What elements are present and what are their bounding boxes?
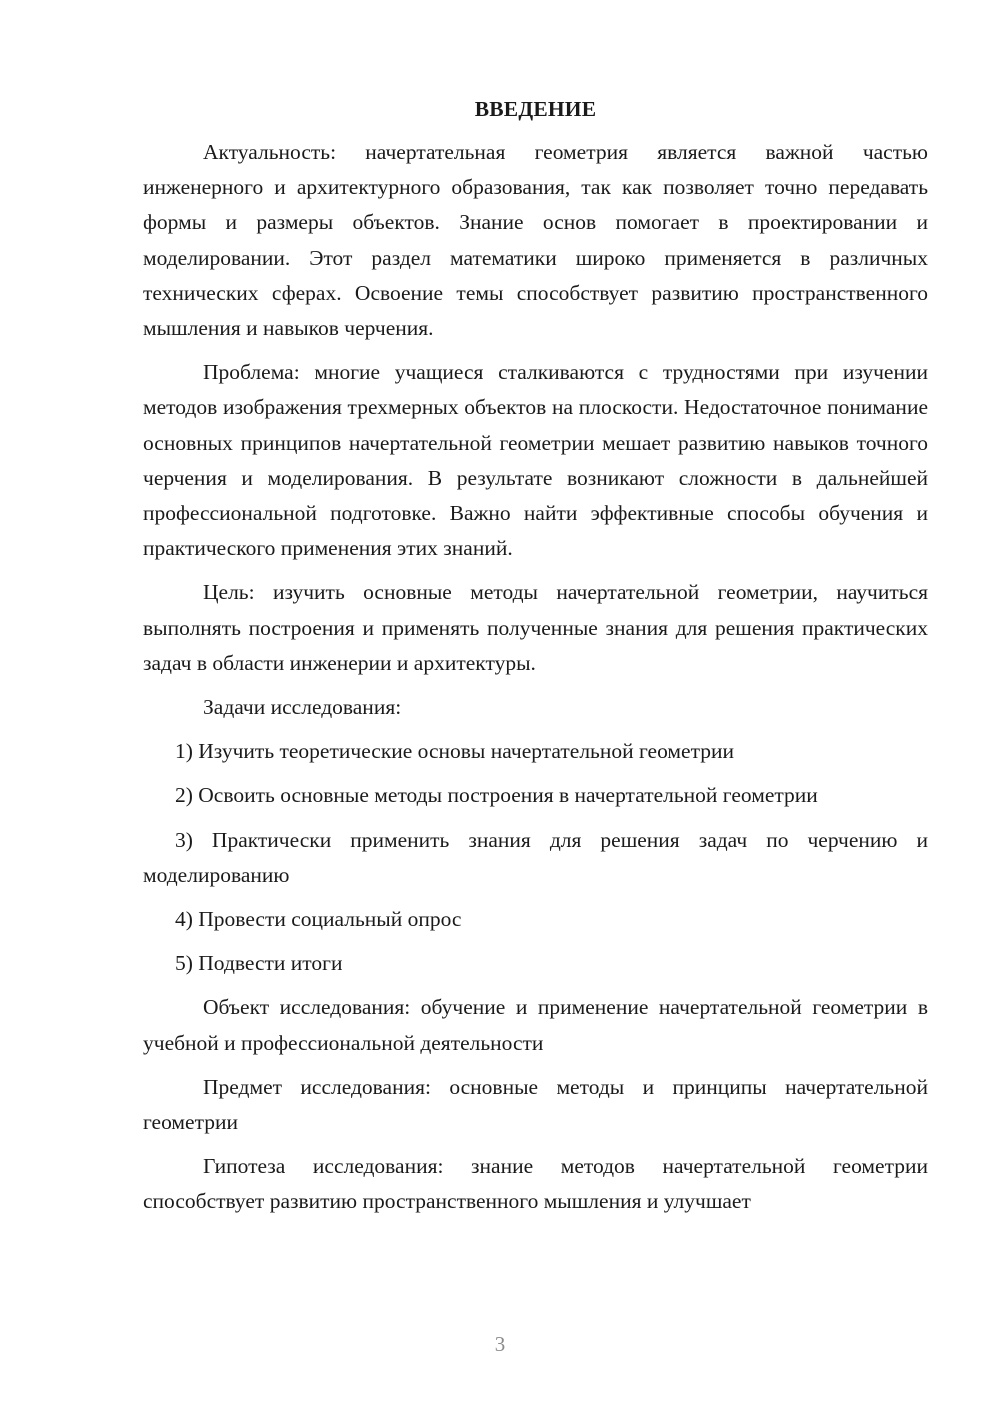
task-item-1: 1) Изучить теоретические основы начертательной геометрии (175, 739, 734, 764)
task-item-4: 4) Провести социальный опрос (175, 907, 462, 932)
page-content (143, 92, 928, 1229)
section-title: ВВЕДЕНИЕ (474, 97, 597, 121)
tasks-heading: Задачи исследования: (203, 695, 402, 720)
paragraph-goal: Цель: изучить основные методы начертательной геометрии, научиться выполнять построения и применять полученные знания для решения практических задач в области инженерии и архитектуры. (143, 580, 928, 675)
task-item-3: 3) Практически применить знания для решения задач по черчению и моделированию (143, 827, 928, 887)
task-item-2: 2) Освоить основные методы построения в начертательной геометрии (175, 783, 818, 808)
paragraph-object: Объект исследования: обучение и применение начертательной геометрии в учебной и профессиональной деятельности (143, 995, 928, 1055)
page-number: 3 (494, 1332, 506, 1356)
paragraph-relevance: Актуальность: начертательная геометрия является важной частью инженерного и архитектурного образования, так как позволяет точно передавать формы и размеры объектов. Знание основ помогает в проектировании и моделировании. Этот раздел математики широко применяется в различных технических сферах. Освоение темы способствует развитию пространственного мышления и навыков черчения. (143, 140, 928, 341)
paragraph-subject: Предмет исследования: основные методы и принципы начертательной геометрии (143, 1074, 928, 1135)
task-item-5: 5) Подвести итоги (175, 951, 343, 976)
paragraph-hypothesis: Гипотеза исследования: знание методов начертательной геометрии способствует развитию пространственного мышления и улучшает (143, 1154, 928, 1214)
paragraph-problem: Проблема: многие учащиеся сталкиваются с трудностями при изучении методов изображения трехмерных объектов на плоскости. Недостаточное понимание основных принципов начертательной геометрии мешает развитию навыков точного черчения и моделирования. В результате возникают сложности в дальнейшей профессиональной подготовке. Важно найти эффективные способы обучения и практического применения этих знаний. (143, 360, 928, 561)
